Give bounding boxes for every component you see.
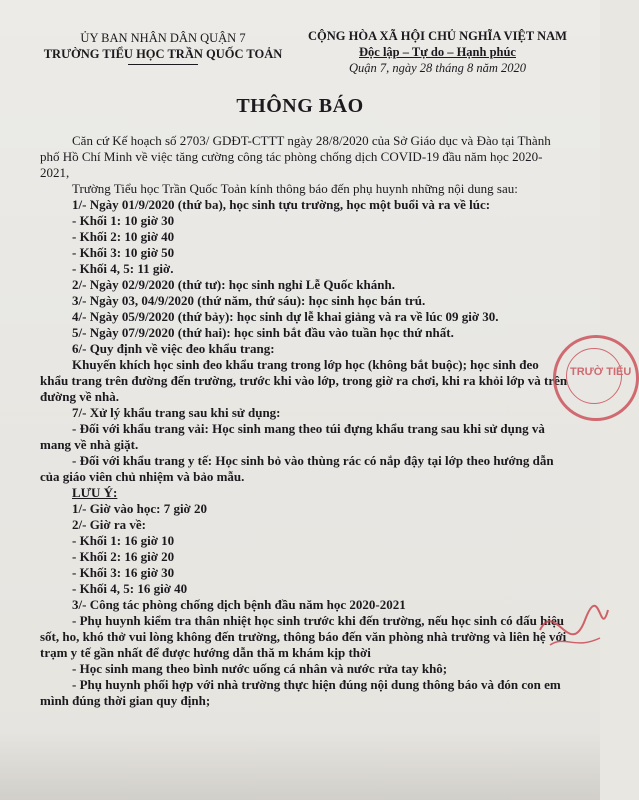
item-1-khoi-4-5: - Khối 4, 5: 11 giờ. [72, 261, 174, 276]
intro-paragraph: Căn cứ Kế hoạch số 2703/ GDĐT-CTTT ngày 28/8/2020 của Sở Giáo dục và Đào tại Thành phố Hồ Chí Minh về việc tăng cường công tác phòng chống dịch COVID-19 đầu năm học 2020-2021, [40, 133, 551, 180]
note-2-khoi-2: - Khối 2: 16 giờ 20 [72, 549, 175, 564]
national-motto: Độc lập – Tự do – Hạnh phúc [359, 45, 516, 59]
header-right [300, 28, 575, 76]
note-2: 2/- Giờ ra về: [72, 517, 146, 532]
district-committee: ỦY BAN NHÂN DÂN QUẬN 7 [80, 31, 246, 45]
note-3: 3/- Công tác phòng chống dịch bệnh đầu năm học 2020-2021 [72, 597, 406, 612]
note-label: LƯU Ý: [72, 485, 118, 500]
note-2-khoi-3: - Khối 3: 16 giờ 30 [72, 565, 175, 580]
page-title: THÔNG BÁO [236, 95, 364, 117]
item-6: 6/- Quy định về việc đeo khẩu trang: [72, 341, 275, 356]
note-3-coordinate: - Phụ huynh phối hợp với nhà trường thực hiện đúng nội dung thông báo và đón con em mình đúng thời gian quy định; [40, 677, 561, 708]
note-2-khoi-4-5: - Khối 4, 5: 16 giờ 40 [72, 581, 188, 596]
item-7-medical-mask: - Đối với khẩu trang y tế: Học sinh bỏ vào thùng rác có nắp đậy tại lớp theo hướng dẫn của giáo viên chủ nhiệm và bảo mẫu. [40, 453, 554, 484]
item-1-khoi-1: - Khối 1: 10 giờ 30 [72, 213, 175, 228]
item-5: 5/- Ngày 07/9/2020 (thứ hai): học sinh bắt đầu vào tuần học thứ nhất. [72, 325, 454, 340]
item-1: 1/- Ngày 01/9/2020 (thứ ba), học sinh tựu trường, học một buổi và ra về lúc: [72, 197, 491, 212]
school-name: TRƯỜNG TIỂU HỌC TRẦN QUỐC TOẢN [43, 47, 283, 61]
header-left [38, 30, 288, 65]
item-3: 3/- Ngày 03, 04/9/2020 (thứ năm, thứ sáu): học sinh học bán trú. [72, 293, 426, 308]
national-title: CỘNG HÒA XÃ HỘI CHỦ NGHĨA VIỆT NAM [308, 29, 567, 43]
photo-shadow [0, 730, 600, 800]
item-4: 4/- Ngày 05/9/2020 (thứ bảy): học sinh dự lễ khai giảng và ra về lúc 09 giờ 30. [72, 309, 499, 324]
item-1-khoi-3: - Khối 3: 10 giờ 50 [72, 245, 175, 260]
item-2: 2/- Ngày 02/9/2020 (thứ tư): học sinh nghỉ Lễ Quốc khánh. [72, 277, 395, 292]
note-3-temperature: - Phụ huynh kiểm tra thân nhiệt học sinh trước khi đến trường, nếu học sinh có dấu hiệu sốt, ho, khó thở vui lòng không đến trường, thông báo đến văn phòng nhà trường và liên hệ với trạm y tế gần nhất để được hướng dẫn thă m khám kịp thời [40, 613, 567, 660]
item-6-text: Khuyến khích học sinh đeo khẩu trang trong lớp học (không bắt buộc); học sinh đeo khẩu trang trên đường đến trường, trước khi vào lớp, trong giờ ra chơi, khi ra khỏi lớp và trên đường về nhà. [40, 357, 568, 404]
item-7-cloth-mask: - Đối với khẩu trang vải: Học sinh mang theo túi đựng khẩu trang sau khi sử dụng và mang về nhà giặt. [40, 421, 545, 452]
item-7: 7/- Xử lý khẩu trang sau khi sử dụng: [72, 405, 281, 420]
document-date: Quận 7, ngày 28 tháng 8 năm 2020 [348, 61, 527, 75]
school-stamp-text: TRƯỜ TIỂU [570, 366, 632, 378]
school-stamp [553, 335, 639, 421]
note-1: 1/- Giờ vào học: 7 giờ 20 [72, 501, 208, 516]
header-left-rule [128, 64, 198, 65]
notice-body [40, 133, 570, 709]
intro-address: Trường Tiểu học Trần Quốc Toản kính thông báo đến phụ huynh những nội dung sau: [72, 181, 518, 196]
signature-mark [530, 590, 610, 670]
item-1-khoi-2: - Khối 2: 10 giờ 40 [72, 229, 175, 244]
note-3-water: - Học sinh mang theo bình nước uống cá nhân và nước rửa tay khô; [72, 661, 448, 676]
note-2-khoi-1: - Khối 1: 16 giờ 10 [72, 533, 175, 548]
